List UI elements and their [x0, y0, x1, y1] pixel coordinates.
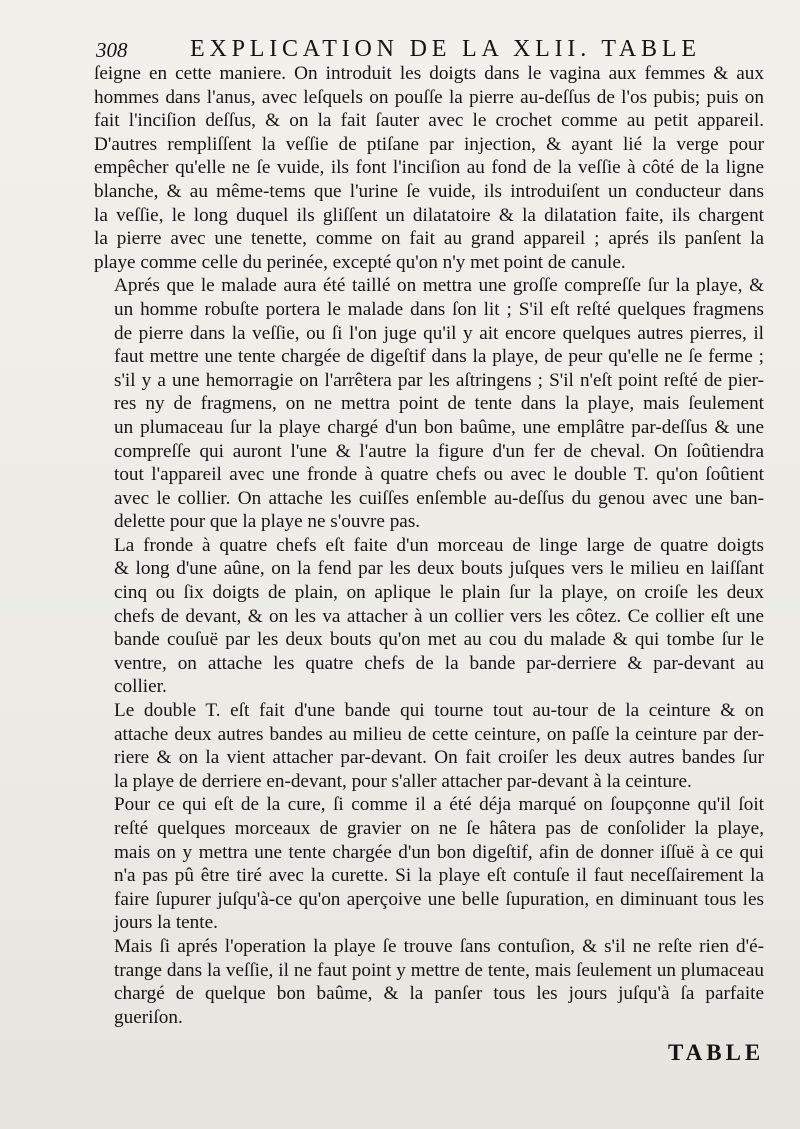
text-line: faut mettre une tente chargée de digeſtif dans la playe, de peur qu'elle ne ſe ferme ; — [114, 346, 764, 368]
text-line: de pierre dans la veſſie, ou ſi l'on juge qu'il y ait encore quelques autres pierres, il — [114, 322, 764, 344]
text-line: & long d'une aûne, on la fend par les deux bouts juſques vers le milieu en laiſſant — [114, 558, 764, 580]
paragraph — [94, 274, 764, 534]
text-line: La fronde à quatre chefs eſt faite d'un morceau de linge large de quatre doigts — [114, 534, 764, 556]
text-line: Le double T. eſt fait d'une bande qui tourne tout au-tour de la ceinture & on — [114, 700, 764, 722]
text-line: Aprés que le malade aura été taillé on mettra une groſſe compreſſe ſur la playe, & — [114, 275, 764, 297]
text-line: ſeigne en cette maniere. On introduit les doigts dans le vagina aux femmes & aux — [94, 63, 764, 84]
catchword: TABLE — [668, 1040, 765, 1065]
page-header — [0, 32, 800, 66]
text-line: avec le collier. On attache les cuiſſes enſemble au-deſſus du genou avec une ban- — [114, 487, 764, 509]
running-head: EXPLICATION DE LA XLII. TABLE — [190, 36, 701, 62]
text-line: reſté quelques morceaux de gravier on ne ſe hâtera pas de conſolider la playe, — [114, 818, 764, 839]
text-line: trange dans la veſſie, il ne faut point y mettre de tente, mais ſeulement un plumaceau — [114, 959, 764, 981]
text-body — [94, 62, 764, 1029]
paragraph — [94, 935, 764, 1029]
text-line: collier. — [114, 676, 167, 698]
text-line: la pierre avec une tenette, comme on fait au grand appareil ; aprés ils panſent la — [94, 228, 764, 250]
text-line: D'autres rempliſſent la veſſie de ptiſane par injection, & ayant lié la verge pour — [94, 133, 764, 155]
paragraph — [94, 699, 764, 793]
text-line: cinq ou ſix doigts de plain, on aplique le plain ſur la playe, on croiſe les deux — [114, 582, 764, 604]
text-line: res ny de fragmens, on ne mettra point de tente dans la playe, mais ſeulement — [114, 393, 764, 415]
text-line: ventre, on attache les quatre chefs de la bande par-derriere & par-devant au — [114, 652, 764, 674]
text-line: chefs de devant, & on les va attacher à un collier vers les côtez. Ce collier eſt une — [114, 605, 764, 627]
text-line: playe comme celle du perinée, excepté qu'on n'y met point de canule. — [94, 251, 626, 273]
text-line: n'a pas pû être tiré avec la curette. Si la playe eſt contuſe il faut neceſſairement la — [114, 865, 764, 887]
text-line: la playe de derriere en-devant, pour s'aller attacher par-devant à la ceinture. — [114, 770, 692, 792]
text-line: attache deux autres bandes au milieu de cette ceinture, on paſſe la ceinture par der- — [114, 723, 764, 745]
text-line: bande couſuë par les deux bouts qu'on met au cou du malade & qui tombe ſur le — [114, 629, 764, 651]
text-line: delette pour que la playe ne s'ouvre pas. — [114, 511, 421, 533]
text-line: un plumaceau ſur la playe chargé d'un bon baûme, une emplâtre par-deſſus & une — [114, 416, 764, 438]
text-line: riere & on la vient attacher par-devant. On fait croiſer les deux autres bandes ſur — [114, 747, 764, 769]
text-line: Pour ce qui eſt de la cure, ſi comme il a été déja marqué on ſoupçonne qu'il ſoit — [114, 794, 764, 816]
text-line: un homme robuſte portera le malade dans ſon lit ; S'il eſt reſté quelques fragmens — [114, 298, 764, 320]
text-line: tout l'appareil avec une fronde à quatre chefs ou avec le double T. qu'on ſoûtient — [114, 464, 764, 486]
text-line: hommes dans l'anus, avec leſquels on pouſſe la pierre au-deſſus de l'os pubis; puis on — [94, 86, 764, 108]
text-line: empêcher qu'elle ne ſe vuide, ils font l'inciſion au fond de la veſſie à côté de la ligne — [94, 157, 764, 179]
paragraph — [94, 793, 764, 935]
paragraph — [94, 62, 764, 274]
text-line: mais on y mettra une tente chargée d'un bon digeſtif, afin de donner iſſuë à ce qui — [114, 841, 764, 863]
text-line: compreſſe qui auront l'une & l'autre la figure d'un fer de cheval. On ſoûtiendra — [114, 440, 764, 462]
text-line: jours la tente. — [114, 912, 218, 934]
text-line: faire ſupurer juſqu'à-ce qu'on aperçoive une belle ſupuration, en diminuant tous les — [114, 888, 764, 910]
text-line: blanche, & au même-tems que l'urine ſe vuide, ils introduiſent un conducteur dans — [94, 180, 764, 202]
paragraph — [94, 534, 764, 699]
text-line: chargé de quelque bon baûme, & la panſer tous les jours juſqu'à ſa parfaite — [114, 983, 764, 1005]
text-line: s'il y a une hemorragie on l'arrêtera par les aſtringens ; S'il n'eſt point reſté de pier- — [114, 369, 764, 391]
text-line: Mais ſi aprés l'operation la playe ſe trouve ſans contuſion, & s'il ne reſte rien d'é- — [114, 935, 764, 957]
page-number: 308 — [96, 38, 128, 62]
text-line: fait l'inciſion deſſus, & on la fait ſauter avec le crochet comme au petit appareil. — [94, 110, 764, 132]
text-line: gueriſon. — [114, 1006, 183, 1028]
text-line: la veſſie, le long duquel ils gliſſent un dilatatoire & la dilatation faite, ils chargent — [94, 204, 764, 226]
